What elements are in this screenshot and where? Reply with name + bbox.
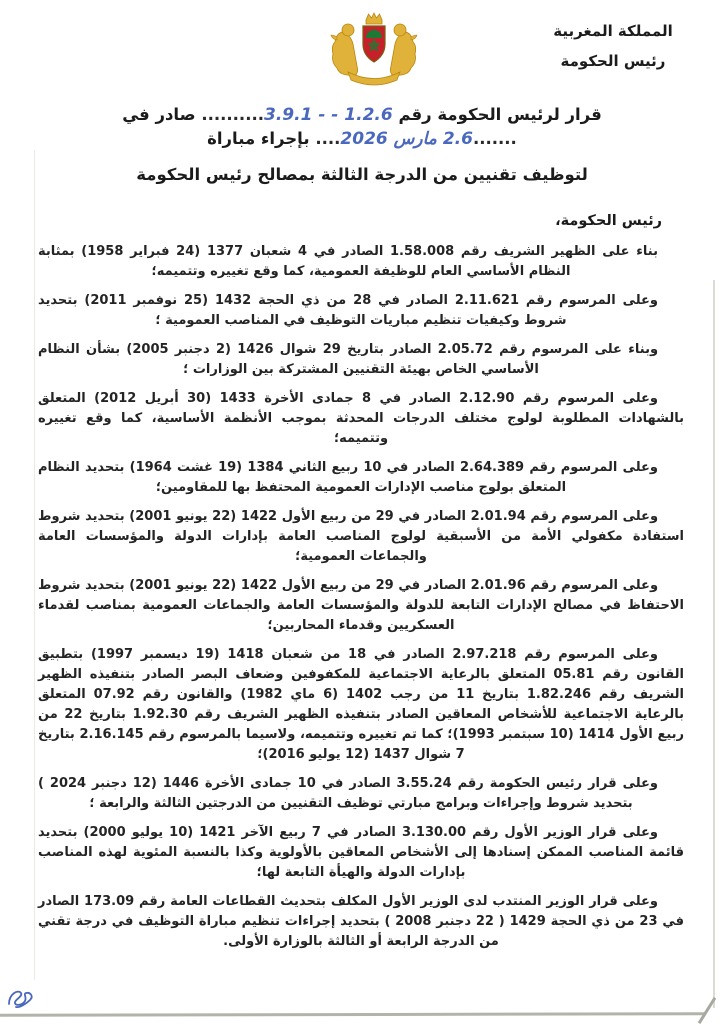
scan-right-edge-line [713,280,715,1008]
scan-bottom-edge-line [0,1012,706,1016]
salutation: رئيس الحكومة، [555,213,662,229]
dotted-leader: ....... [472,129,517,148]
handwritten-initials-paraph [6,986,40,1014]
dotted-leader: .... [315,129,341,148]
preamble-paragraph: وبناء على المرسوم رقم 2.05.72 الصادر بتاريخ 29 شوال 1426 (2 دجنبر 2005) بشأن النظام الأساسي الخاص بهيئة التقنيين المشتركة بين الوزارات ؛ [38,342,659,377]
document-header [528,16,698,76]
preamble-paragraph: بناء على الظهير الشريف رقم 1.58.008 الصادر في 4 شعبان 1377 (24 فبراير 1958) بمثابة النظام الأساسي العام للوظيفة العمومية، كما وقع تغييره وتتميمه؛ [38,244,658,279]
title-suffix: بإجراء مباراة [207,129,310,148]
header-kingdom-title: المملكة المغربية [553,22,673,40]
preamble-paragraph: وعلى المرسوم رقم 2.12.90 الصادر في 8 جمادى الأخرة 1433 (30 أبريل 2012) المتعلق بالشهادات المطلوبة لولوج مختلف الدرجات المحدثة بموجب الأنظمة الأساسية، كما وقع تغييره وتتميمه؛ [38,391,684,446]
preamble-paragraph: وعلى قرار الوزير المنتدب لدى الوزير الأول المكلف بتحديث القطاعات العامة رقم 173.09 الصادر في 23 من ذي الحجة 1429 ( 22 دجنبر 2008 ) بتحديد إجراءات تنظيم مباراة التوظيف في درجة تقني من الدرجة الرابعة أو الثالثة بالوزارة الأولى. [38,894,684,949]
scan-left-edge-line [34,150,35,980]
handwritten-decree-date: 2.6 مارس 2026 [340,129,473,149]
decree-title-line2: لتوظيف تقنيين من الدرجة الثالثة بمصالح رئيس الحكومة [136,165,588,184]
scan-corner-diagonal-line [698,997,716,1024]
preamble-paragraph: وعلى المرسوم رقم 2.01.96 الصادر في 29 من ربيع الأول 1422 (22 يونيو 2001) بتحديد شروط الاحتفاظ في مصالح الإدارات التابعة للدولة والمؤسسات العامة والجماعات العمومية بمناصب لقدماء العسكريين وقدماء المحاربين؛ [38,578,684,633]
handwritten-decree-number: 3.9.1 - - 1.2.6 [264,105,393,125]
decree-title [36,103,688,187]
title-middle: صادر في [122,105,196,124]
title-prefix: قرار لرئيس الحكومة رقم [398,105,602,124]
header-office-title: رئيس الحكومة [560,52,666,70]
preamble-paragraph: وعلى المرسوم رقم 2.01.94 الصادر في 29 من ربيع الأول 1422 (22 يونيو 2001) بتحديد شروط استفادة مكفولي الأمة من الأسبقية لولوج المناصب العامة بإدارات الدولة والمؤسسات العامة والجماعات العمومية؛ [38,509,684,564]
preamble-paragraph: وعلى المرسوم رقم 2.97.218 الصادر في 18 من شعبان 1418 (19 ديسمبر 1997) بتطبيق القانون رقم 05.81 المتعلق بالرعاية الاجتماعية للمكفوفين وضعاف البصر الصادر بتنفيذه الظهير الشريف رقم 1.82.246 بتاريخ 11 من رجب 1402 (6 ماي 1982) والقانون رقم 07.92 المتعلق بالرعاية الاجتماعية للأشخاص المعاقين الصادر بتنفيذه الظهير الشريف رقم 1.92.30 بتاريخ 22 من ربيع الأول 1414 (10 سبتمبر 1993)؛ كما تم تغييره وتتميمه، ولاسيما بالمرسوم رقم 2.16.145 بتاريخ 7 شوال 1437 (12 يوليو 2016)؛ [38,647,685,762]
preamble-paragraph: وعلى المرسوم رقم 2.11.621 الصادر في 28 من ذي الحجة 1432 (25 نوفمبر 2011) بتحديد شروط وكيفيات تنظيم مباريات التوظيف في المناصب العمومية ؛ [38,293,658,328]
decree-body [38,242,684,961]
dotted-leader: .......... [201,105,265,124]
preamble-paragraph: وعلى المرسوم رقم 2.64.389 الصادر في 10 ربيع الثاني 1384 (19 غشت 1964) بتحديد النظام المتعلق بولوج مناصب الإدارات العمومية المحتفظ بها للمقاومين؛ [38,460,658,495]
decree-title-line1 [36,103,688,151]
preamble-paragraph: وعلى قرار الوزير الأول رقم 3.130.00 الصادر في 7 ربيع الآخر 1421 (10 يوليو 2000) بتحديد قائمة المناصب الممكن إسنادها إلى الأشخاص المعاقين بالأولوية وكذا بالنسبة المئوية لهذه المناصب بإدارات الدولة والهيأة التابعة لها؛ [38,825,684,880]
preamble-paragraph: وعلى قرار رئيس الحكومة رقم 3.55.24 الصادر في 10 جمادى الأخرة 1446 (12 دجنبر 2024 ) بتحديد شروط وإجراءات وبرامج مبارتي توظيف التقنيين من الدرجتين الثالثة والرابعة ؛ [38,776,658,811]
moroccan-coat-of-arms-icon [328,10,420,90]
